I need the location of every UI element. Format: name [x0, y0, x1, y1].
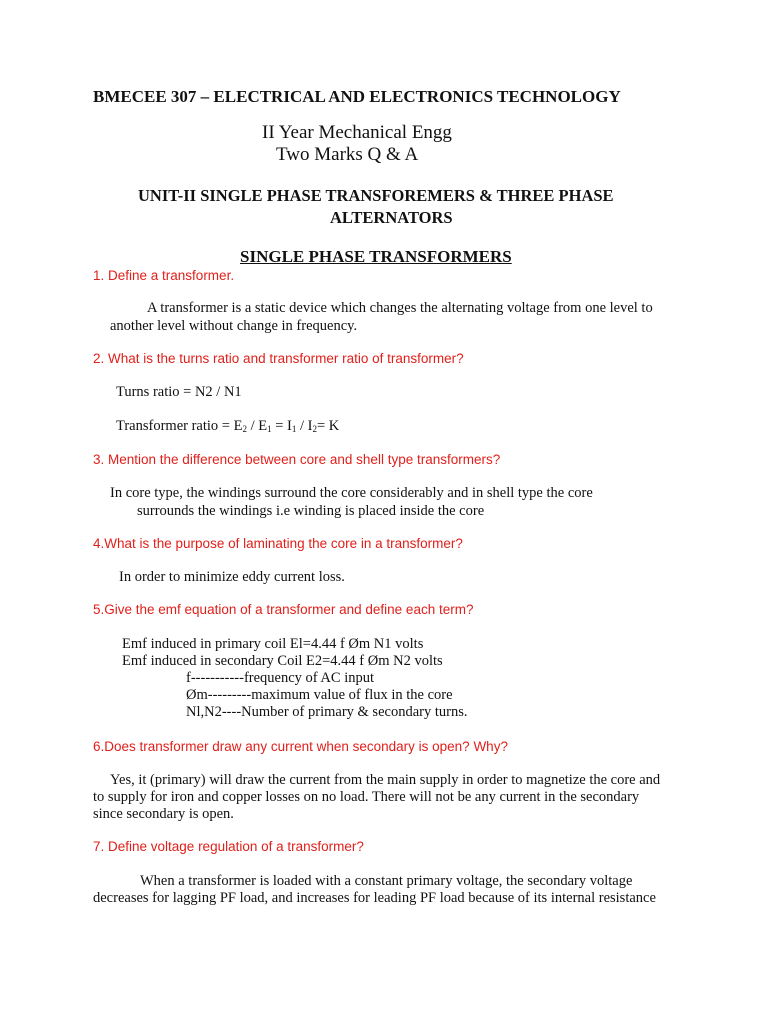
question-3: 3. Mention the difference between core and shell type transformers? — [93, 452, 501, 467]
year-title: II Year Mechanical Engg — [262, 122, 452, 143]
answer-3-line1: In core type, the windings surround the core considerably and in shell type the core — [110, 485, 593, 501]
term-frequency: f-----------frequency of AC input — [186, 670, 375, 686]
answer-1-line2: another level without change in frequency. — [110, 318, 358, 334]
term-flux: Øm---------maximum value of flux in the core — [186, 687, 453, 703]
question-4: 4.What is the purpose of laminating the core in a transformer? — [93, 536, 463, 551]
emf-secondary: Emf induced in secondary Coil E2=4.44 f Øm N2 volts — [122, 653, 443, 669]
unit-title-line2: ALTERNATORS — [330, 208, 453, 227]
answer-6-line3: since secondary is open. — [93, 806, 234, 822]
answer-7-line1: When a transformer is loaded with a constant primary voltage, the secondary voltage — [140, 873, 633, 889]
term-turns: Nl,N2----Number of primary & secondary turns. — [186, 704, 468, 720]
course-title: BMECEE 307 – ELECTRICAL AND ELECTRONICS TECHNOLOGY — [93, 87, 621, 106]
section-title: SINGLE PHASE TRANSFORMERS — [240, 247, 512, 266]
answer-4: In order to minimize eddy current loss. — [119, 569, 345, 585]
turns-ratio: Turns ratio = N2 / N1 — [116, 384, 242, 400]
question-7: 7. Define voltage regulation of a transformer? — [93, 839, 364, 854]
unit-title-line1: UNIT-II SINGLE PHASE TRANSFOREMERS & THREE PHASE — [138, 186, 614, 205]
answer-3-line2: surrounds the windings i.e winding is placed inside the core — [137, 503, 485, 519]
answer-6-line2: to supply for iron and copper losses on no load. There will not be any current in the secondary — [93, 789, 640, 805]
answer-6-line1: Yes, it (primary) will draw the current from the main supply in order to magnetize the core and — [110, 772, 661, 788]
question-5: 5.Give the emf equation of a transformer and define each term? — [93, 602, 474, 617]
emf-primary: Emf induced in primary coil El=4.44 f Øm N1 volts — [122, 636, 424, 652]
question-2: 2. What is the turns ratio and transformer ratio of transformer? — [93, 351, 464, 366]
question-1: 1. Define a transformer. — [93, 268, 235, 283]
answer-1-line1: A transformer is a static device which changes the alternating voltage from one level to — [147, 300, 653, 316]
subtitle: Two Marks Q & A — [276, 144, 419, 165]
answer-7-line2: decreases for lagging PF load, and increases for leading PF load because of its internal resistance — [93, 890, 656, 906]
question-6: 6.Does transformer draw any current when secondary is open? Why? — [93, 739, 508, 754]
transformer-ratio: Transformer ratio = $E_2 / E_1 = I_1 / I_2= K$ — [116, 418, 340, 434]
